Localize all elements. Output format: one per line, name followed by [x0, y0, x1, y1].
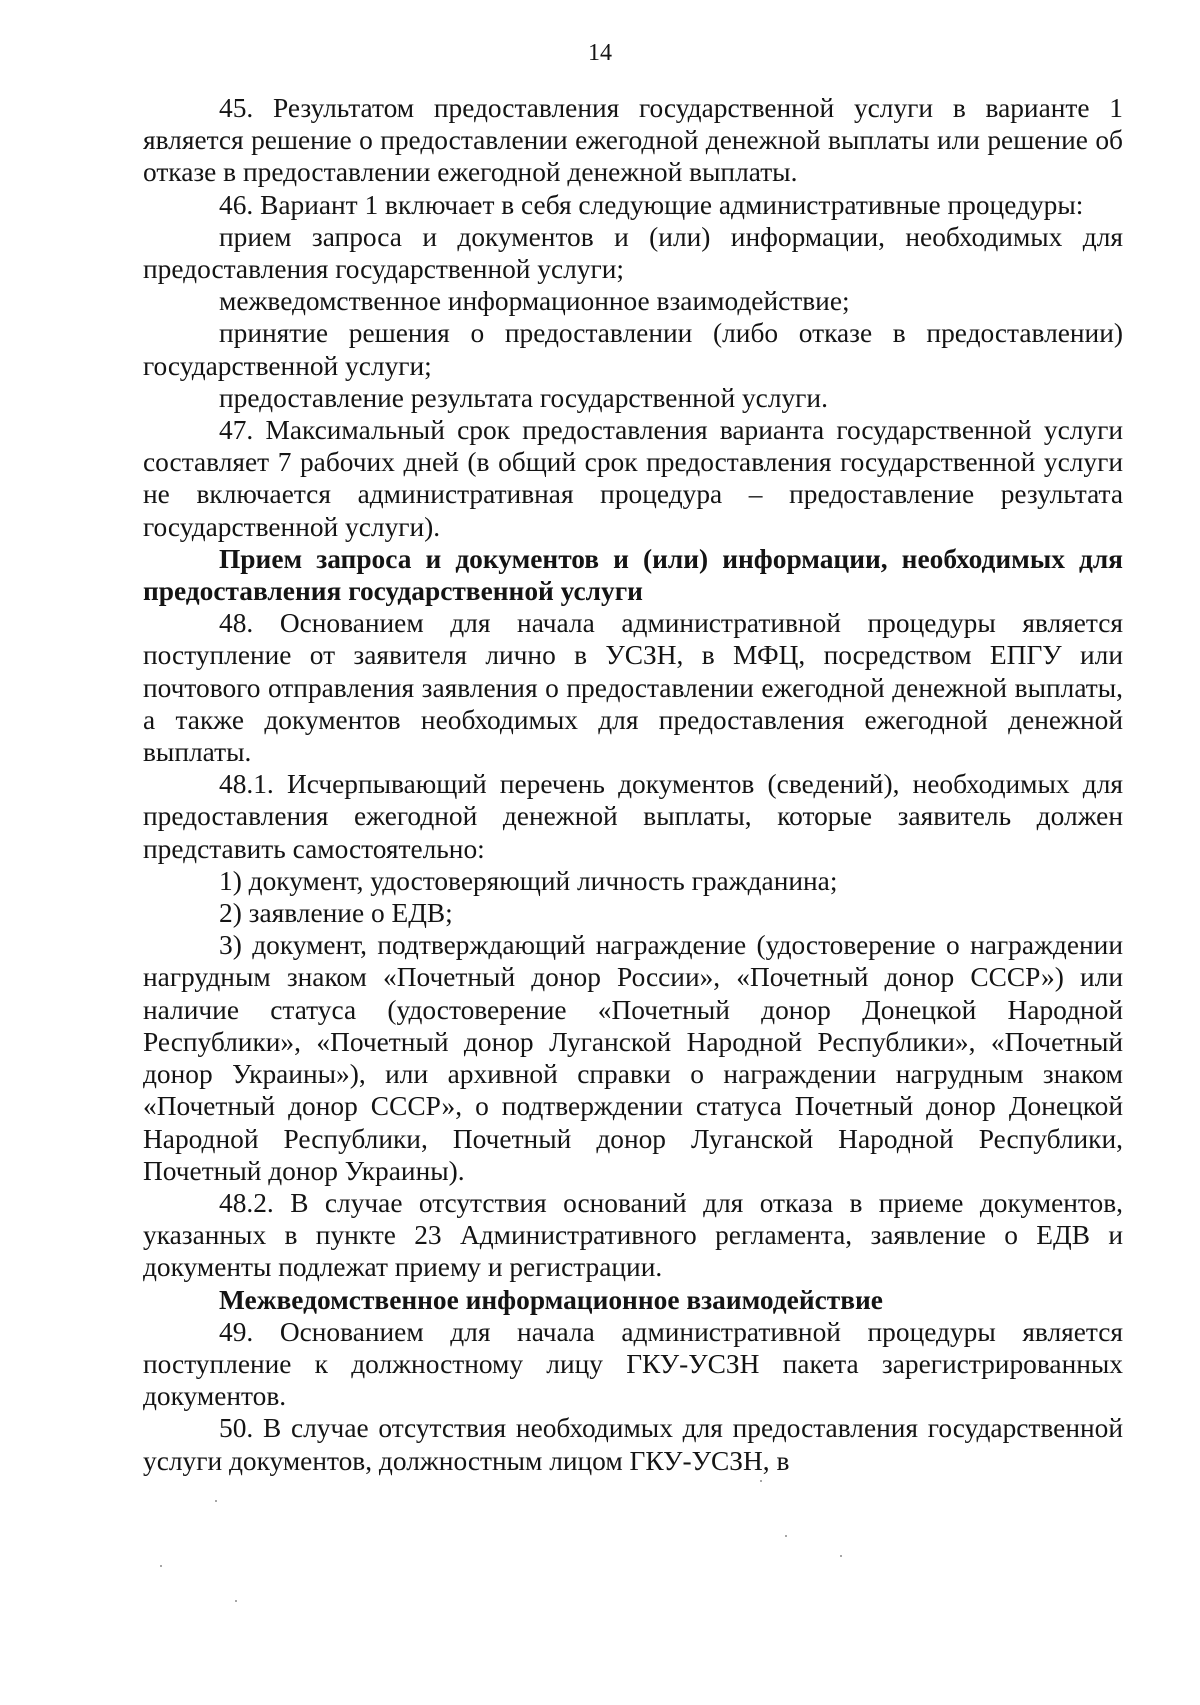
scan-speckle [160, 1565, 162, 1567]
section-heading-interagency: Межведомственное информационное взаимодействие [219, 1284, 883, 1315]
document-list-item-1: 1) документ, удостоверяющий личность гражданина; [219, 865, 838, 896]
document-list-item-3: 3) документ, подтверждающий награждение (удостоверение о награждении нагрудным знаком «Почетный донор России», «Почетный донор СССР») или наличие статуса (удостоверение «Почетный донор Донецкой Народной Республики», «Почетный донор Луганской Народной Республики», «Почетный донор Украины»), или архивной справки о награждении нагрудным знаком «Почетный донор СССР», о подтверждении статуса Почетный донор Донецкой Народной Республики, Почетный донор Луганской Народной Республики, Почетный донор Украины). [143, 930, 1123, 1186]
paragraph-46: 46. Вариант 1 включает в себя следующие административные процедуры: [219, 189, 1084, 220]
procedure-item-request: прием запроса и документов и (или) информации, необходимых для предоставления государственной услуги; [143, 221, 1123, 285]
paragraph-50: 50. В случае отсутствия необходимых для предоставления государственной услуги документов, должностным лицом ГКУ-УСЗН, в [143, 1413, 1123, 1476]
paragraph-48: 48. Основанием для начала административной процедуры является поступление от заявителя лично в УСЗН, в МФЦ, посредством ЕПГУ или почтового отправления заявления о предоставлении ежегодной денежной выплаты, а также документов необходимых для предоставления ежегодной денежной выплаты. [143, 608, 1123, 768]
page-number: 14 [588, 40, 612, 66]
paragraph-48-1: 48.1. Исчерпывающий перечень документов (сведений), необходимых для предоставления ежегодной денежной выплаты, которые заявитель должен представить самостоятельно: [143, 769, 1123, 864]
scan-speckle [840, 1555, 842, 1557]
paragraph-47: 47. Максимальный срок предоставления варианта государственной услуги составляет 7 рабочих дней (в общий срок предоставления государственной услуги не включается административная процедура – предоставление результата государственной услуги). [143, 415, 1123, 542]
scan-speckle [760, 1480, 762, 1482]
paragraph-45: 45. Результатом предоставления государственной услуги в варианте 1 является решение о предоставлении ежегодной денежной выплаты или решение об отказе в предоставлении ежегодной денежной выплаты. [143, 93, 1123, 188]
scan-speckle [785, 1535, 787, 1537]
procedure-item-decision: принятие решения о предоставлении (либо отказе в предоставлении) государственной услуги; [143, 318, 1123, 381]
section-heading-request: Прием запроса и документов и (или) информации, необходимых для предоставления государственной услуги [143, 543, 1123, 607]
procedure-item-result: предоставление результата государственной услуги. [219, 382, 828, 413]
document-body [143, 92, 1123, 1477]
scan-speckle [215, 1500, 217, 1502]
scan-speckle [235, 1600, 237, 1602]
paragraph-48-2: 48.2. В случае отсутствия оснований для отказа в приеме документов, указанных в пункте 23 Административного регламента, заявление о ЕДВ и документы подлежат приему и регистрации. [143, 1187, 1123, 1283]
document-list-item-2: 2) заявление о ЕДВ; [219, 898, 453, 929]
procedure-item-interagency: межведомственное информационное взаимодействие; [219, 286, 850, 317]
paragraph-49: 49. Основанием для начала административной процедуры является поступление к должностному лицу ГКУ-УСЗН пакета зарегистрированных документов. [143, 1316, 1123, 1412]
